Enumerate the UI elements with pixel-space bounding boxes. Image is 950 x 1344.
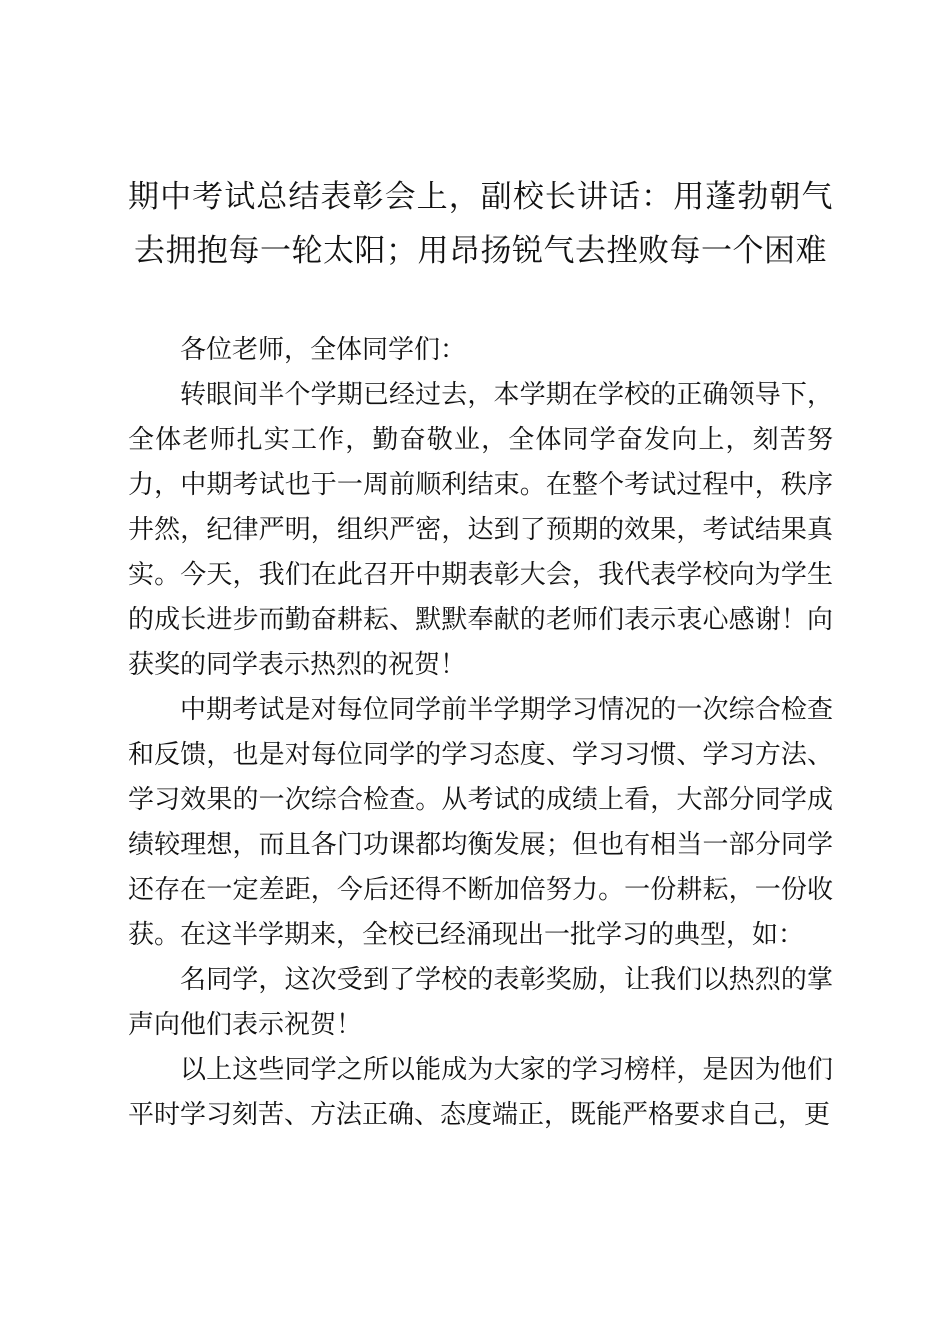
paragraph-role-models: 以上这些同学之所以能成为大家的学习榜样，是因为他们平时学习刻苦、方法正确、态度端正，既能严格要求自己，更 bbox=[128, 1055, 833, 1130]
document-title: 期中考试总结表彰会上，副校长讲话：用蓬勃朝气去拥抱每一轮太阳；用昂扬锐气去挫败每一个困难 bbox=[128, 179, 833, 269]
paragraph-exam-review: 中期考试是对每位同学前半学期学习情况的一次综合检查和反馈，也是对每位同学的学习态度、学习习惯、学习方法、学习效果的一次综合检查。从考试的成绩上看，大部分同学成绩较理想，而且各门功课都均衡发展；但也有相当一部分同学还存在一定差距，今后还得不断加倍努力。一份耕耘，一份收获。在这半学期来，全校已经涌现出一批学习的典型，如： bbox=[128, 695, 833, 950]
paragraph-opening: 转眼间半个学期已经过去，本学期在学校的正确领导下，全体老师扎实工作，勤奋敬业，全体同学奋发向上，刻苦努力，中期考试也于一周前顺利结束。在整个考试过程中，秩序井然，纪律严明，组织严密，达到了预期的效果，考试结果真实。今天，我们在此召开中期表彰大会，我代表学校向为学生的成长进步而勤奋耕耘、默默奉献的老师们表示衷心感谢！向获奖的同学表示热烈的祝贺！ bbox=[128, 380, 833, 680]
document-body bbox=[128, 328, 833, 1138]
paragraph-salutation: 各位老师，全体同学们： bbox=[180, 335, 467, 365]
paragraph-commendation: 名同学，这次受到了学校的表彰奖励，让我们以热烈的掌声向他们表示祝贺！ bbox=[128, 965, 833, 1040]
